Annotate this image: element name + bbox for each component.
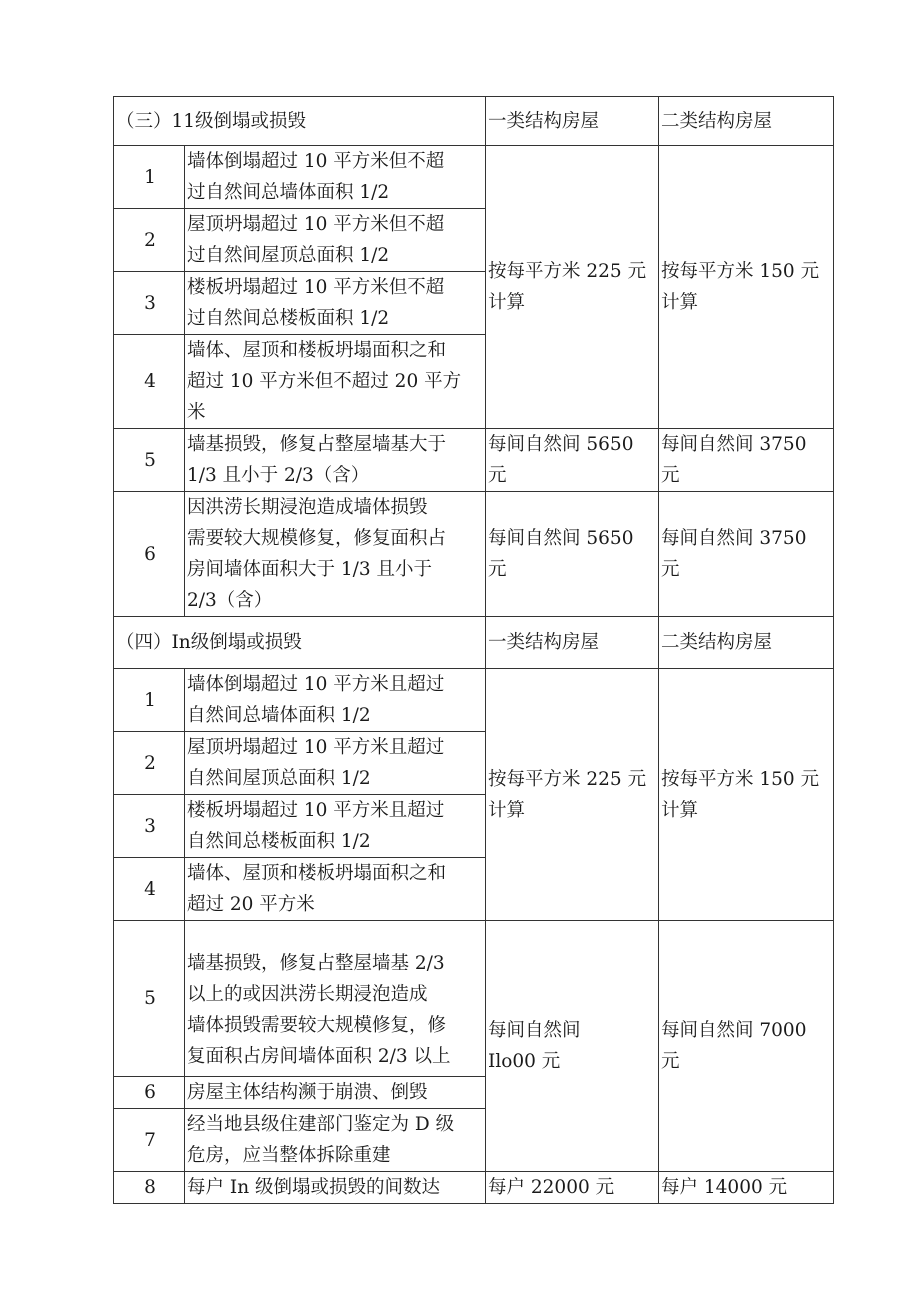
section-header-row [114, 617, 834, 669]
text-line: 因洪涝长期浸泡造成墙体损毁 [187, 497, 428, 518]
text-line: 按每平方米 150 元 [661, 261, 820, 282]
row-number: 5 [114, 921, 185, 1077]
row-number: 4 [114, 858, 185, 921]
text-line: 元 [661, 559, 680, 580]
text-line: 屋顶坍塌超过 10 平方米但不超 [187, 214, 445, 235]
row-number: 6 [114, 492, 185, 617]
text-line: 计算 [488, 292, 526, 313]
text-line: 元 [488, 465, 507, 486]
price-class-b [659, 1172, 834, 1204]
text-line: 墙体倒塌超过 10 平方米且超过 [187, 674, 445, 695]
text-line: 2/3（含） [187, 590, 273, 611]
section-title: （三）11级倒塌或损毁 [114, 97, 486, 146]
text-line: 屋顶坍塌超过 10 平方米且超过 [187, 737, 445, 758]
text-line: 墙体倒塌超过 10 平方米但不超 [187, 151, 445, 172]
row-description [185, 795, 486, 858]
text-line: 经当地县级住建部门鉴定为 D 级 [187, 1114, 455, 1135]
price-class-a [486, 146, 659, 429]
text-line: 墙基损毁，修复占整屋墙基 2/3 [187, 953, 445, 974]
row-description [185, 1172, 486, 1204]
text-line: 自然间总墙体面积 1/2 [187, 705, 371, 726]
column-header-class-a: 一类结构房屋 [486, 97, 659, 146]
text-line: 按每平方米 150 元 [661, 768, 820, 790]
text-line: 每户 In 级倒塌或损毁的间数达 [187, 1177, 440, 1198]
text-line: 需要较大规模修复，修复面积占 [187, 528, 447, 549]
text-line: 计算 [661, 799, 699, 821]
price-class-b [659, 669, 834, 921]
section-header-row [114, 97, 834, 146]
text-line: 复面积占房间墙体面积 2/3 以上 [187, 1046, 451, 1067]
text-line: 墙体损毁需要较大规模修复，修 [187, 1015, 447, 1036]
price-class-a [486, 921, 659, 1172]
text-line: 每间自然间 3750 [661, 434, 807, 455]
text-line: 每户 22000 元 [488, 1177, 615, 1198]
row-number: 5 [114, 429, 185, 492]
column-header-class-b: 二类结构房屋 [659, 617, 834, 669]
price-class-a [486, 669, 659, 921]
text-line: 过自然间屋顶总面积 1/2 [187, 245, 390, 266]
row-description [185, 669, 486, 732]
text-line: Ilo00 元 [488, 1051, 561, 1072]
price-class-b [659, 492, 834, 617]
text-line: 过自然间总墙体面积 1/2 [187, 182, 390, 203]
text-line: 元 [488, 559, 507, 580]
table-row [114, 669, 834, 732]
text-line: 墙体、屋顶和楼板坍塌面积之和 [187, 863, 447, 884]
price-class-b [659, 146, 834, 429]
text-line: 自然间屋顶总面积 1/2 [187, 768, 371, 789]
text-line: 每间自然间 [488, 1020, 581, 1041]
section-title: （四）In级倒塌或损毁 [114, 617, 486, 669]
row-description [185, 1077, 486, 1109]
row-number: 3 [114, 272, 185, 335]
text-line: 元 [661, 465, 680, 486]
text-line: 墙基损毁，修复占整屋墙基大于 [187, 434, 447, 455]
table-row [114, 429, 834, 492]
row-description [185, 492, 486, 617]
text-line: 按每平方米 225 元 [488, 768, 647, 790]
row-description [185, 858, 486, 921]
row-number: 2 [114, 209, 185, 272]
row-description [185, 335, 486, 429]
price-class-a [486, 1172, 659, 1204]
text-line: 每间自然间 5650 [488, 528, 634, 549]
text-line: 1/3 且小于 2/3（含） [187, 465, 370, 486]
row-number: 4 [114, 335, 185, 429]
text-line: 楼板坍塌超过 10 平方米但不超 [187, 277, 445, 298]
price-class-a [486, 429, 659, 492]
text-line: 每间自然间 5650 [488, 434, 634, 455]
row-number: 2 [114, 732, 185, 795]
table-row [114, 492, 834, 617]
table-row [114, 146, 834, 209]
column-header-class-a: 一类结构房屋 [486, 617, 659, 669]
table-row [114, 921, 834, 1077]
text-line: 超过 10 平方米但不超过 20 平方 [187, 371, 462, 392]
text-line: 米 [187, 402, 206, 423]
table-row [114, 1172, 834, 1204]
column-header-class-b: 二类结构房屋 [659, 97, 834, 146]
row-description [185, 921, 486, 1077]
row-description [185, 146, 486, 209]
row-number: 1 [114, 669, 185, 732]
row-description [185, 732, 486, 795]
text-line: 计算 [488, 799, 526, 821]
price-class-a [486, 492, 659, 617]
text-line: 自然间总楼板面积 1/2 [187, 831, 371, 852]
text-line: 墙体、屋顶和楼板坍塌面积之和 [187, 340, 447, 361]
text-line: 危房，应当整体拆除重建 [187, 1145, 391, 1166]
text-line: 按每平方米 225 元 [488, 261, 647, 282]
row-description [185, 1109, 486, 1172]
text-line: 计算 [661, 292, 699, 313]
text-line: 房间墙体面积大于 1/3 且小于 [187, 559, 433, 580]
row-number: 6 [114, 1077, 185, 1109]
row-number: 3 [114, 795, 185, 858]
price-class-b [659, 429, 834, 492]
text-line: 每户 14000 元 [661, 1177, 788, 1198]
row-number: 8 [114, 1172, 185, 1204]
row-number: 1 [114, 146, 185, 209]
row-number: 7 [114, 1109, 185, 1172]
text-line: 每间自然间 7000 [661, 1020, 807, 1041]
row-description [185, 209, 486, 272]
text-line: 房屋主体结构濒于崩溃、倒毁 [187, 1082, 428, 1103]
price-class-b [659, 921, 834, 1172]
text-line: 过自然间总楼板面积 1/2 [187, 308, 390, 329]
text-line: 元 [661, 1051, 680, 1072]
row-description [185, 272, 486, 335]
text-line: 楼板坍塌超过 10 平方米且超过 [187, 800, 445, 821]
text-line: 以上的或因洪涝长期浸泡造成 [187, 984, 428, 1005]
compensation-table [113, 96, 834, 1204]
row-description [185, 429, 486, 492]
text-line: 超过 20 平方米 [187, 894, 315, 915]
text-line: 每间自然间 3750 [661, 528, 807, 549]
